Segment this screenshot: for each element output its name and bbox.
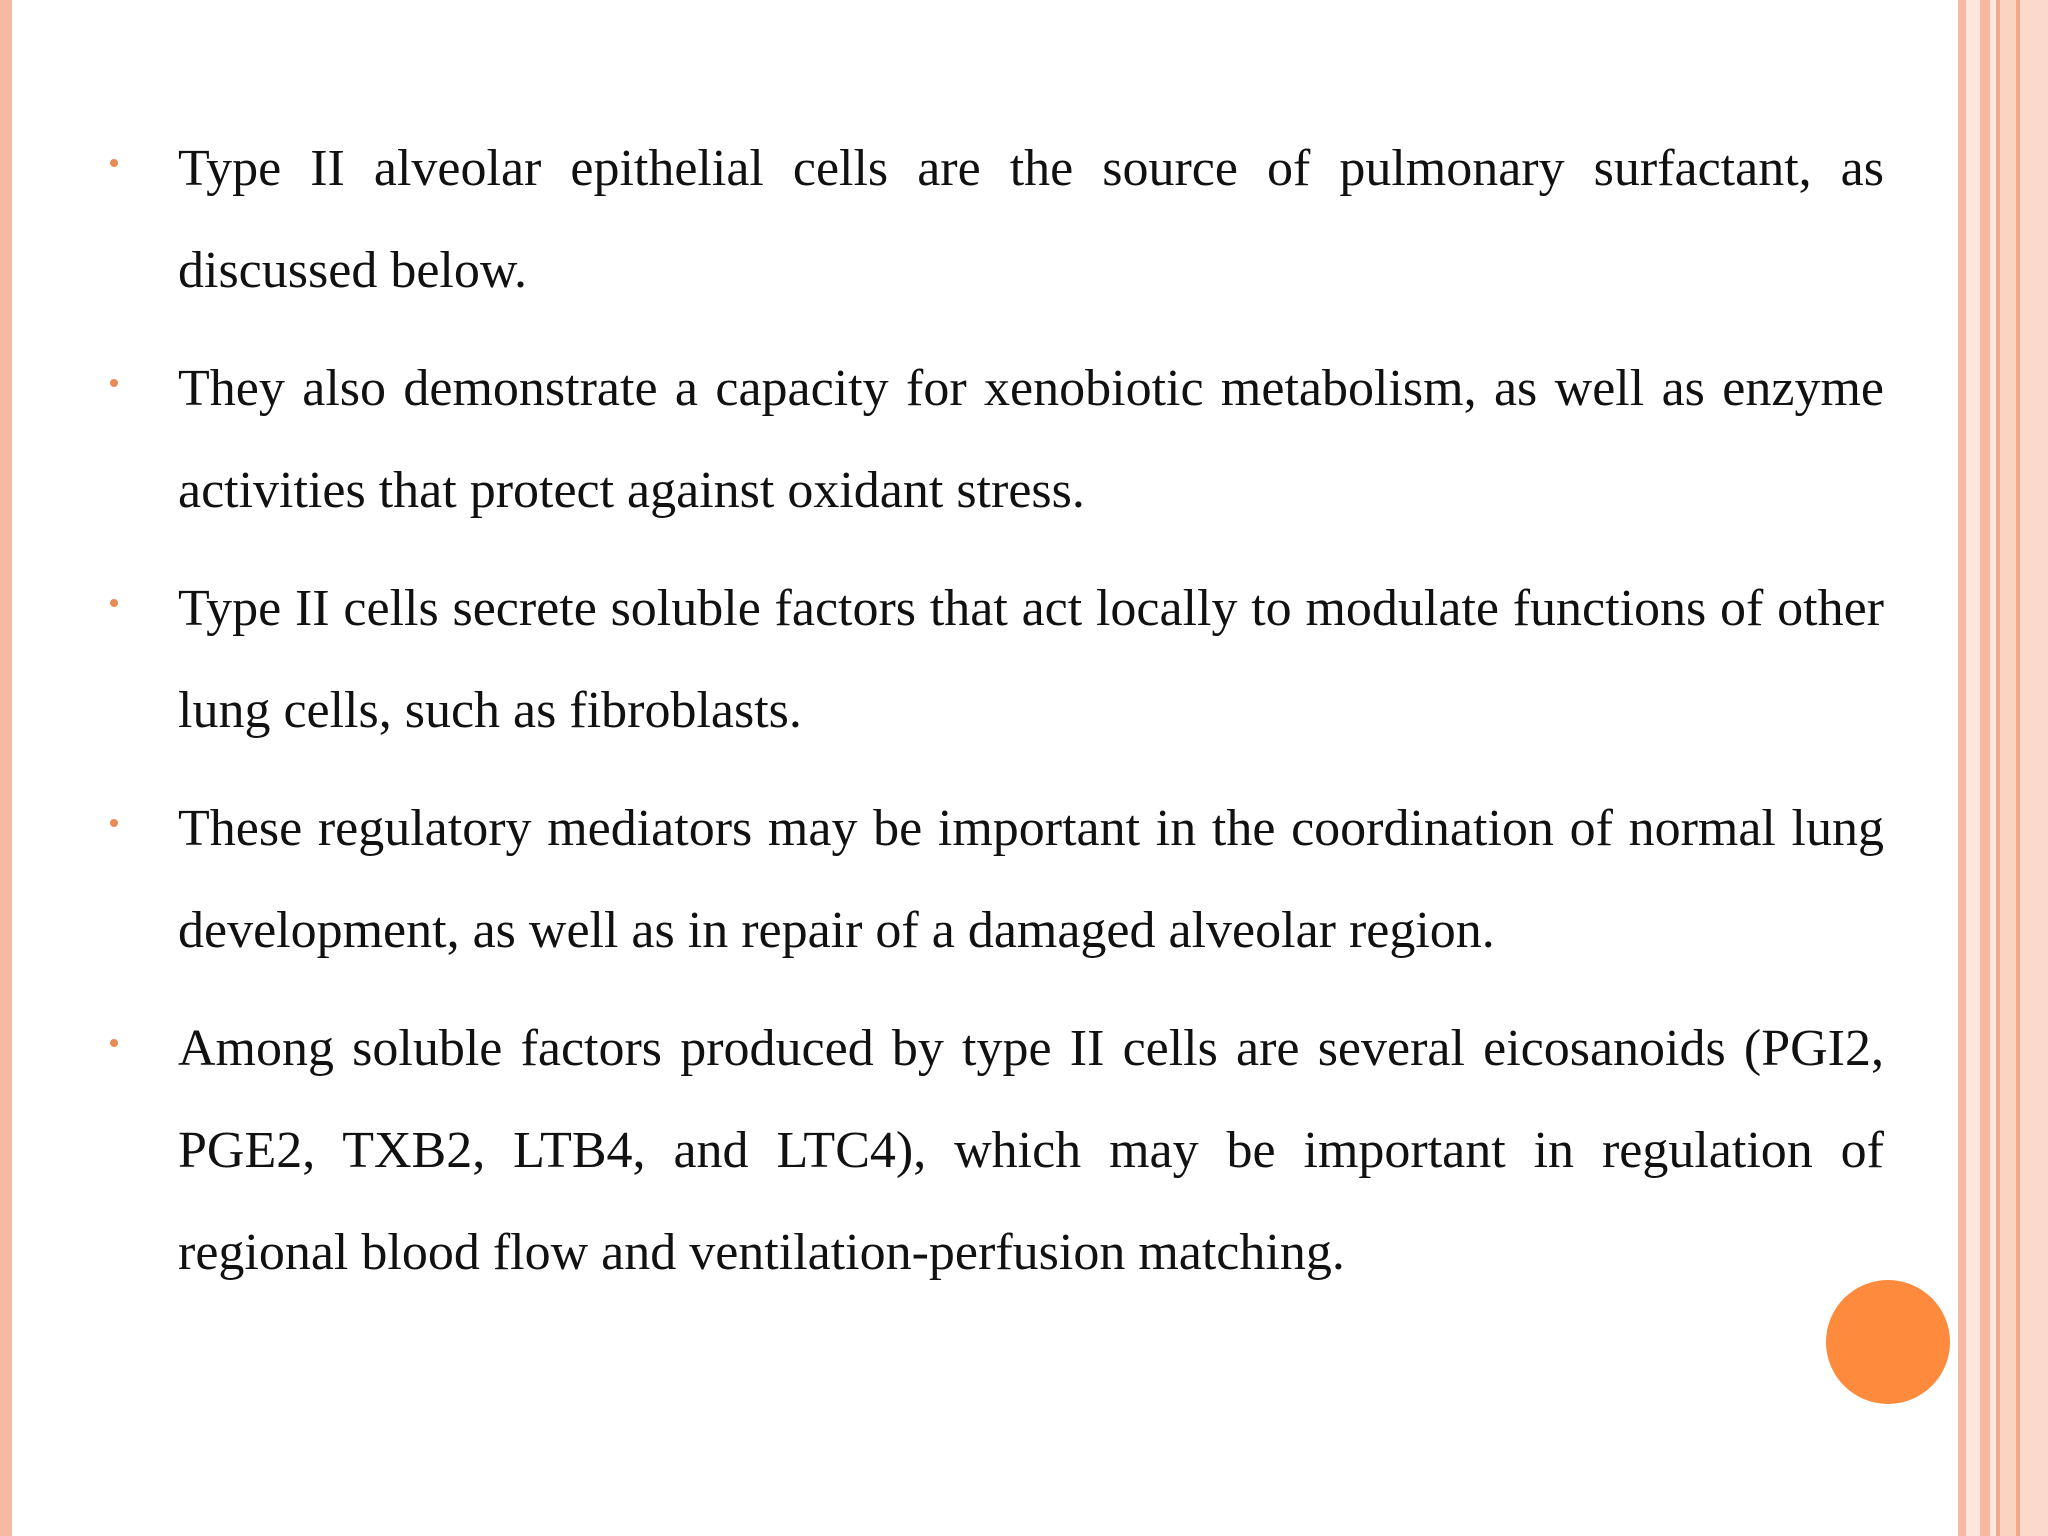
list-item — [100, 778, 1884, 982]
bullet-icon — [110, 379, 118, 387]
bullet-text: They also demonstrate a capacity for xenobiotic metabolism, as well as enzyme activities that protect against oxidant stress. — [178, 360, 1884, 519]
bullet-text: These regulatory mediators may be important in the coordination of normal lung development, as well as in repair of a damaged alveolar region. — [178, 800, 1884, 959]
right-border-stripe — [2020, 0, 2048, 1536]
list-item — [100, 558, 1884, 762]
right-border-stripe — [1958, 0, 1966, 1536]
right-border-stripe — [1966, 0, 1980, 1536]
right-border-stripe — [1980, 0, 1990, 1536]
bullet-icon — [110, 599, 118, 607]
list-item — [100, 998, 1884, 1304]
bullet-text: Type II cells secrete soluble factors that act locally to modulate functions of other lung cells, such as fibroblasts. — [178, 580, 1884, 739]
bullet-icon — [110, 1039, 118, 1047]
list-item — [100, 118, 1884, 322]
bullet-list — [100, 118, 1884, 1320]
list-item — [100, 338, 1884, 542]
left-border-stripe — [0, 0, 12, 1536]
orange-circle-decoration — [1826, 1280, 1950, 1404]
bullet-icon — [110, 159, 118, 167]
bullet-text: Among soluble factors produced by type II cells are several eicosanoids (PGI2, PGE2, TXB2, LTB4, and LTC4), which may be important in regulation of regional blood flow and ventilation-perfusion matching. — [178, 1020, 1884, 1281]
bullet-icon — [110, 819, 118, 827]
bullet-text: Type II alveolar epithelial cells are the source of pulmonary surfactant, as discussed below. — [178, 140, 1884, 299]
right-border-stripe — [2000, 0, 2016, 1536]
